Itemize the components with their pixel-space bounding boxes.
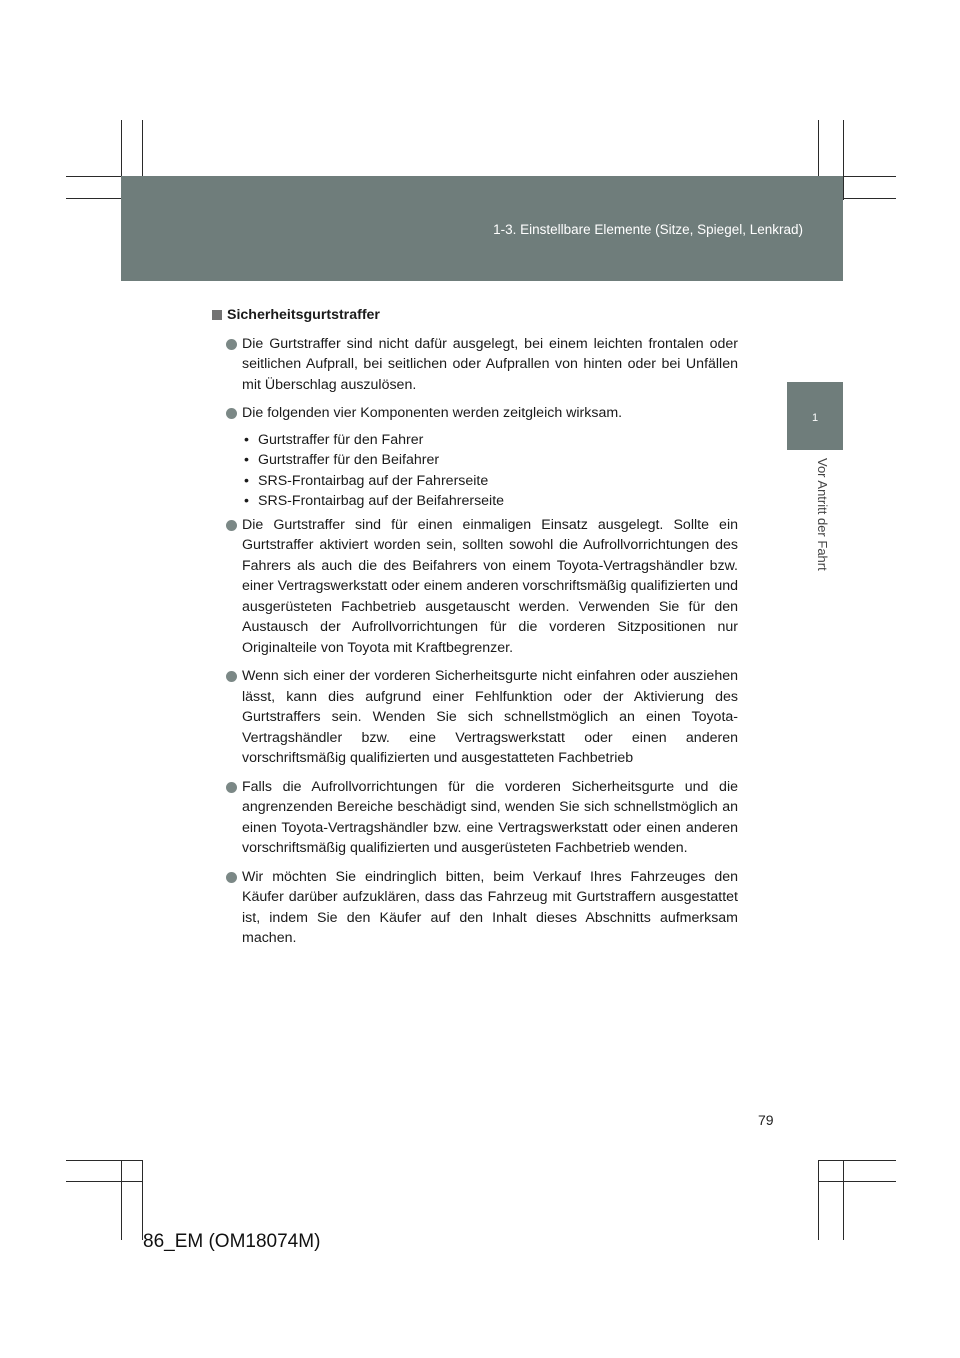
document-code: 86_EM (OM18074M) xyxy=(143,1231,321,1252)
breadcrumb: 1-3. Einstellbare Elemente (Sitze, Spiegel, Lenkrad) xyxy=(493,222,803,237)
small-bullet-icon: • xyxy=(244,493,249,509)
list-item-text: Falls die Aufrollvorrichtungen für die vorderen Sicherheitsgurte und die angrenzenden Bereiche beschädigt sind, wenden Sie sich schnellstmöglich an einen Toyota-Vertragshändler bzw. eine Vertragswerkstatt oder einen anderen vorschriftsmäßig qualifizierten und ausgerüsteten Fachbetrieb wenden. xyxy=(242,778,738,856)
chapter-number: 1 xyxy=(811,412,819,424)
small-bullet-icon: • xyxy=(244,452,249,468)
crop-mark xyxy=(66,1181,142,1182)
crop-mark xyxy=(818,1181,896,1182)
crop-mark xyxy=(818,1160,819,1240)
component-item xyxy=(242,450,738,471)
section-heading xyxy=(212,305,738,326)
page-number: 79 xyxy=(758,1112,774,1128)
component-text: Gurtstraffer für den Beifahrer xyxy=(258,452,440,468)
crop-mark xyxy=(818,1160,896,1161)
list-item-text: Die Gurtstraffer sind für einen einmaligen Einsatz ausgelegt. Sollte ein Gurtstraffer aktiviert worden sein, sollten sowohl die Aufrollvorrichtungen des Fahrers als auch die des Beifahrers von einem Toyota-Vertragshändler bzw. einer Vertragswerkstatt oder einem anderen vorschriftsmäßig qualifizierten und ausgerüsteten Fachbetrieb ausgetauscht werden. Verwenden Sie für den Austausch der Aufrollvorrichtungen für die vorderen Sitzpositionen nur Originalteile von Toyota mit Kraftbegrenzer. xyxy=(242,516,738,656)
header-band xyxy=(121,176,843,281)
component-item xyxy=(242,471,738,492)
circle-bullet-icon xyxy=(226,408,237,419)
component-list xyxy=(212,430,738,512)
circle-bullet-icon xyxy=(226,520,237,531)
component-text: SRS-Frontairbag auf der Beifahrerseite xyxy=(258,493,505,509)
chapter-label: Vor Antritt der Fahrt xyxy=(815,458,830,571)
crop-mark xyxy=(843,1160,844,1240)
circle-bullet-icon xyxy=(226,671,237,682)
small-bullet-icon: • xyxy=(244,472,249,489)
square-bullet-icon xyxy=(212,310,222,320)
list-item xyxy=(212,515,738,659)
list-item xyxy=(212,867,738,949)
chapter-tab xyxy=(787,382,843,450)
list-item-text: Wenn sich einer der vorderen Sicherheitsgurte nicht einfahren oder ausziehen lässt, kann dies aufgrund einer Fehlfunktion oder der Aktivierung des Gurtstraffers sein. Wenden Sie sich schnellstmöglich an einen Toyota-Vertragshändler bzw. eine Vertragswerkstatt oder einen anderen vorschriftsmäßig qualifizierten und ausgestatteten Fachbetrieb xyxy=(242,668,738,766)
crop-mark xyxy=(121,1160,122,1240)
main-content xyxy=(212,305,738,957)
crop-mark xyxy=(843,120,844,200)
circle-bullet-icon xyxy=(226,339,237,350)
component-item xyxy=(242,491,738,512)
component-text: SRS-Frontairbag auf der Fahrerseite xyxy=(258,472,489,489)
section-title: Sicherheitsgurtstraffer xyxy=(227,307,380,323)
list-item-text: Wir möchten Sie eindringlich bitten, beim Verkauf Ihres Fahrzeuges den Käufer darüber aufzuklären, dass das Fahrzeug mit Gurtstraffern ausgestattet ist, indem Sie den Käufer auf den Inhalt dieses Abschnitts aufmerksam machen. xyxy=(242,868,738,946)
circle-bullet-icon xyxy=(226,872,237,883)
component-item xyxy=(242,430,738,451)
list-item xyxy=(212,403,738,424)
crop-mark xyxy=(142,1160,143,1240)
list-item-text: Die folgenden vier Komponenten werden zeitgleich wirksam. xyxy=(242,405,623,421)
circle-bullet-icon xyxy=(226,782,237,793)
list-item xyxy=(212,666,738,769)
list-item xyxy=(212,777,738,859)
component-text: Gurtstraffer für den Fahrer xyxy=(258,431,424,448)
list-item-text: Die Gurtstraffer sind nicht dafür ausgelegt, bei einem leichten frontalen oder seitlichen Aufprall, bei seitlichen oder Aufprallen von hinten oder bei Unfällen mit Überschlag auszulösen. xyxy=(242,335,738,393)
list-item xyxy=(212,334,738,396)
small-bullet-icon: • xyxy=(244,431,249,448)
crop-mark xyxy=(66,1160,142,1161)
